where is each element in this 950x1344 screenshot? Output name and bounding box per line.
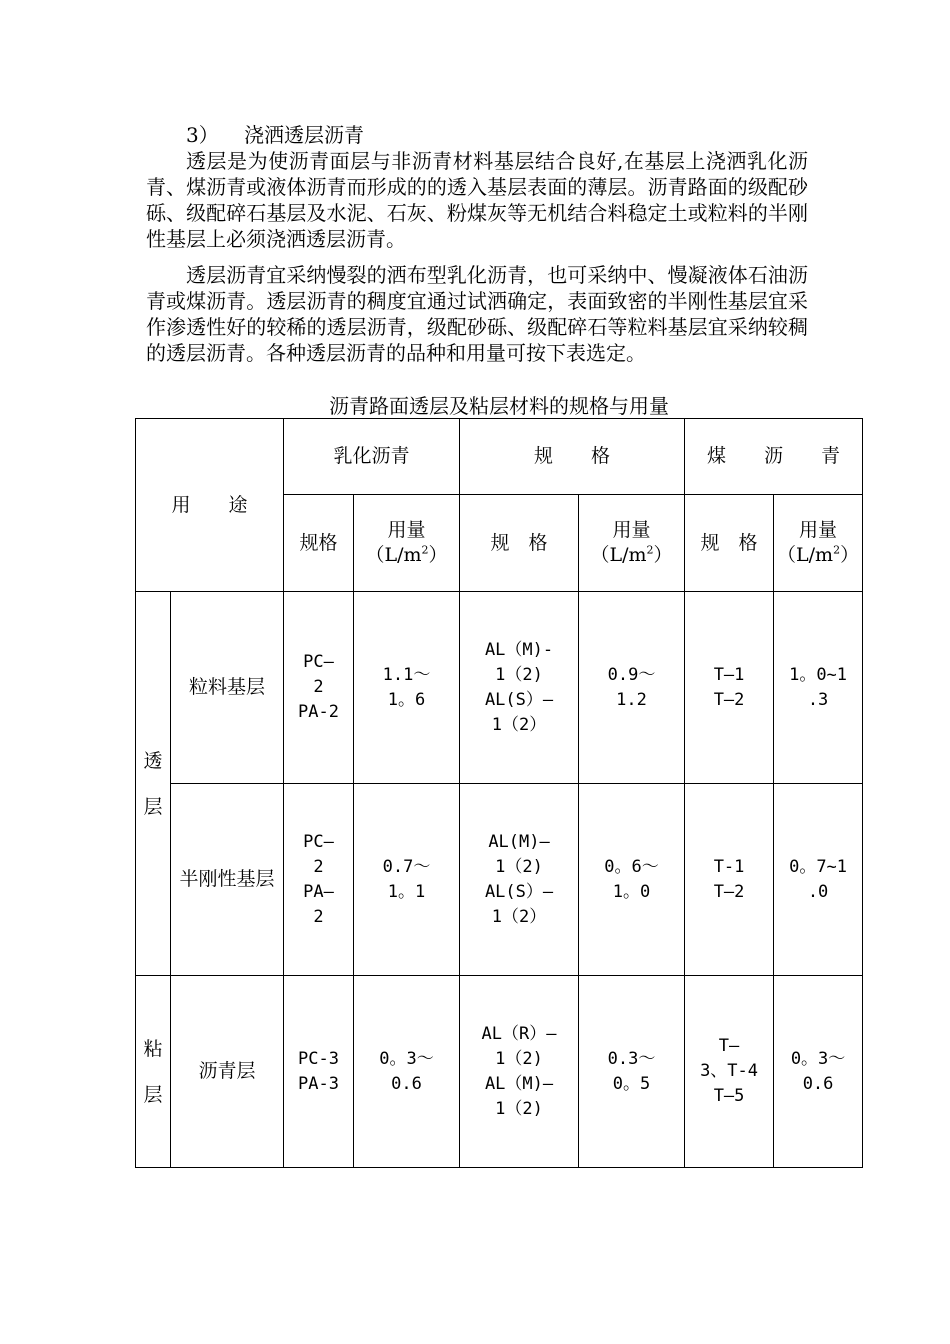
emul-amount-header [354, 495, 460, 592]
coal-tar-header: 煤 沥 青 [685, 419, 863, 495]
emul-spec-cell: PC-3 PA-3 [284, 976, 354, 1168]
amount-label: 用量 [612, 519, 651, 541]
liq-amount-cell: 0.3～ 0。5 [579, 976, 685, 1168]
row-label: 沥青层 [171, 976, 284, 1168]
liq-amount-header [579, 495, 685, 592]
section-heading [186, 122, 364, 148]
table-row [136, 976, 863, 1168]
amount-label: 用量 [387, 519, 426, 541]
coal-spec-cell: T-1 T—2 [685, 784, 774, 976]
liq-spec-header: 规 格 [460, 495, 579, 592]
spec-group-header: 规 格 [460, 419, 685, 495]
amount-label: 用量 [799, 519, 838, 541]
coal-amount-cell: 0。7~1 .0 [774, 784, 863, 976]
liq-spec-cell: AL(M)— 1（2) AL(S）— 1（2） [460, 784, 579, 976]
amount-unit: $(L/m^2)$ [365, 543, 448, 566]
paragraph-2: 透层沥青宜采纳慢裂的洒布型乳化沥青，也可采纳中、慢凝液体石油沥青或煤沥青。透层沥青的稠度宜通过试洒确定，表面致密的半刚性基层宜采作渗透性好的较稀的透层沥青，级配砂砾、级配碎石等粒料基层宜采纳较稠的透层沥青。各种透层沥青的品种和用量可按下表选定。 [146, 263, 808, 365]
emul-spec-header: 规格 [284, 495, 354, 592]
emul-spec-cell: PC— 2 PA— 2 [284, 784, 354, 976]
section-title: 浇洒透层沥青 [244, 123, 364, 147]
coal-amount-cell: 1。0~1 .3 [774, 592, 863, 784]
materials-table [135, 418, 863, 1168]
coal-amount-header [774, 495, 863, 592]
table-caption: 沥青路面透层及粘层材料的规格与用量 [329, 394, 669, 418]
emul-amount-cell: 0。3～ 0.6 [354, 976, 460, 1168]
penetration-layer-group: 透 层 [136, 592, 171, 976]
emulsified-header: 乳化沥青 [284, 419, 460, 495]
section-number: 3） [186, 123, 219, 147]
emul-amount-cell: 1.1～ 1。6 [354, 592, 460, 784]
liq-spec-cell: AL（R）— 1（2) AL（M)— 1（2) [460, 976, 579, 1168]
coal-spec-cell: T— 3、T-4 T—5 [685, 976, 774, 1168]
tack-layer-group: 粘 层 [136, 976, 171, 1168]
usage-header: 用 途 [136, 419, 284, 592]
liq-spec-cell: AL（M)- 1（2) AL(S）— 1（2） [460, 592, 579, 784]
table-row [136, 592, 863, 784]
table-row [136, 784, 863, 976]
row-label: 粒料基层 [171, 592, 284, 784]
emul-spec-cell: PC— 2 PA-2 [284, 592, 354, 784]
amount-unit: $(L/m^2)$ [777, 543, 860, 566]
amount-unit: $(L/m^2)$ [590, 543, 673, 566]
liq-amount-cell: 0。6～ 1。0 [579, 784, 685, 976]
liq-amount-cell: 0.9～ 1.2 [579, 592, 685, 784]
row-label: 半刚性基层 [171, 784, 284, 976]
paragraph-1: 透层是为使沥青面层与非沥青材料基层结合良好,在基层上浇洒乳化沥青、煤沥青或液体沥青而形成的的透入基层表面的薄层。沥青路面的级配砂砾、级配碎石基层及水泥、石灰、粉煤灰等无机结合料稳定土或粒料的半刚性基层上必须浇洒透层沥青。 [146, 149, 808, 251]
coal-spec-header: 规 格 [685, 495, 774, 592]
coal-amount-cell: 0。3～ 0.6 [774, 976, 863, 1168]
emul-amount-cell: 0.7～ 1。1 [354, 784, 460, 976]
coal-spec-cell: T—1 T—2 [685, 592, 774, 784]
